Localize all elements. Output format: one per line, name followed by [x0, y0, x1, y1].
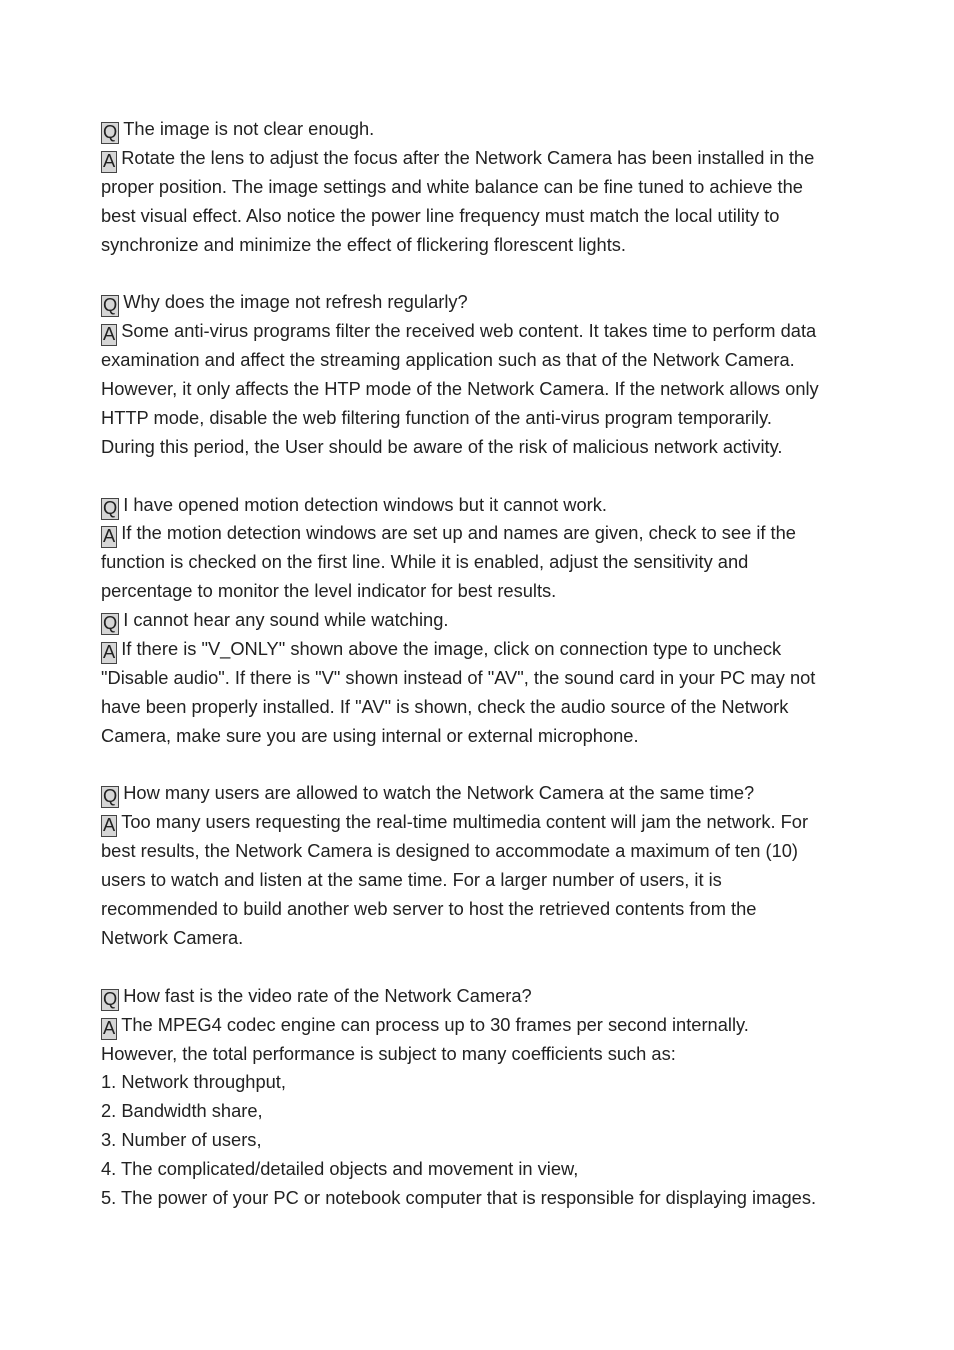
answer-text: If there is "V_ONLY" shown above the image, click on connection type to uncheck — [121, 638, 782, 660]
answer-line: proper position. The image settings and white balance can be fine tuned to achieve the — [101, 175, 803, 197]
question-text: Why does the image not refresh regularly? — [123, 291, 468, 313]
list-item: 4. The complicated/detailed objects and movement in view, — [101, 1158, 579, 1180]
answer-text: Some anti-virus programs filter the received web content. It takes time to perform data — [121, 320, 817, 342]
list-item: 1. Network throughput, — [101, 1071, 286, 1093]
answer-line: percentage to monitor the level indicator for best results. — [101, 580, 557, 602]
answer-line: HTTP mode, disable the web filtering function of the anti-virus program temporarily. — [101, 406, 772, 428]
answer-text: Rotate the lens to adjust the focus after the Network Camera has been installed in the — [121, 146, 815, 168]
a-marker: A — [103, 525, 116, 547]
answer-line: best results, the Network Camera is designed to accommodate a maximum of ten (10) — [101, 840, 799, 862]
answer-line: synchronize and minimize the effect of flickering florescent lights. — [101, 233, 626, 255]
list-item: 3. Number of users, — [101, 1129, 262, 1151]
answer-line — [101, 317, 861, 346]
question-line — [101, 779, 861, 808]
answer-line: However, the total performance is subject to many coefficients such as: — [101, 1042, 676, 1064]
answer-line — [101, 808, 861, 837]
a-marker: A — [103, 641, 116, 663]
question-text: I cannot hear any sound while watching. — [123, 609, 449, 631]
a-marker: A — [103, 149, 116, 171]
q-marker: Q — [103, 121, 118, 142]
answer-line: have been properly installed. If "AV" is shown, check the audio source of the Network — [101, 695, 789, 717]
paragraph-gap — [101, 751, 861, 780]
paragraph-gap — [101, 462, 861, 491]
answer-line — [101, 519, 861, 548]
question-line — [101, 115, 861, 144]
answer-line: During this period, the User should be aware of the risk of malicious network activity. — [101, 435, 783, 457]
q-marker: Q — [103, 785, 118, 807]
q-marker: Q — [103, 496, 118, 518]
question-text: I have opened motion detection windows but it cannot work. — [123, 493, 607, 515]
a-marker: A — [103, 323, 116, 345]
answer-line: users to watch and listen at the same time. For a larger number of users, it is — [101, 869, 722, 891]
answer-line: Camera, make sure you are using internal or external microphone. — [101, 724, 639, 746]
question-line — [101, 288, 861, 317]
list-item: 2. Bandwidth share, — [101, 1100, 263, 1122]
answer-line: examination and affect the streaming application such as that of the Network Camera. — [101, 349, 795, 371]
answer-line: best visual effect. Also notice the power line frequency must match the local utility to — [101, 204, 780, 226]
q-marker: Q — [103, 612, 118, 634]
question-text: How fast is the video rate of the Network Camera? — [123, 984, 532, 1006]
a-marker: A — [103, 814, 116, 836]
list-item: 5. The power of your PC or notebook computer that is responsible for displaying images. — [101, 1186, 817, 1208]
answer-line: Network Camera. — [101, 926, 244, 948]
q-marker: Q — [103, 294, 118, 316]
answer-text: Too many users requesting the real-time multimedia content will jam the network. For — [121, 811, 809, 833]
paragraph-gap — [101, 259, 861, 288]
question-line — [101, 606, 861, 635]
answer-line — [101, 635, 861, 664]
answer-line — [101, 1011, 861, 1040]
answer-line — [101, 144, 861, 173]
answer-text: The MPEG4 codec engine can process up to 30 frames per second internally. — [121, 1013, 749, 1035]
answer-line: "Disable audio". If there is "V" shown instead of "AV", the sound card in your PC may not — [101, 666, 816, 688]
answer-line: function is checked on the first line. While it is enabled, adjust the sensitivity and — [101, 551, 749, 573]
question-text: The image is not clear enough. — [123, 118, 375, 139]
q-marker: Q — [103, 987, 118, 1009]
question-line — [101, 491, 861, 520]
question-line — [101, 982, 861, 1011]
a-marker: A — [103, 1016, 116, 1038]
faq-document — [101, 115, 861, 1213]
question-text: How many users are allowed to watch the Network Camera at the same time? — [123, 782, 755, 804]
paragraph-gap — [101, 953, 861, 982]
answer-text: If the motion detection windows are set up and names are given, check to see if the — [121, 522, 796, 544]
answer-line: However, it only affects the HTP mode of the Network Camera. If the network allows only — [101, 378, 819, 400]
answer-line: recommended to build another web server to host the retrieved contents from the — [101, 898, 757, 920]
